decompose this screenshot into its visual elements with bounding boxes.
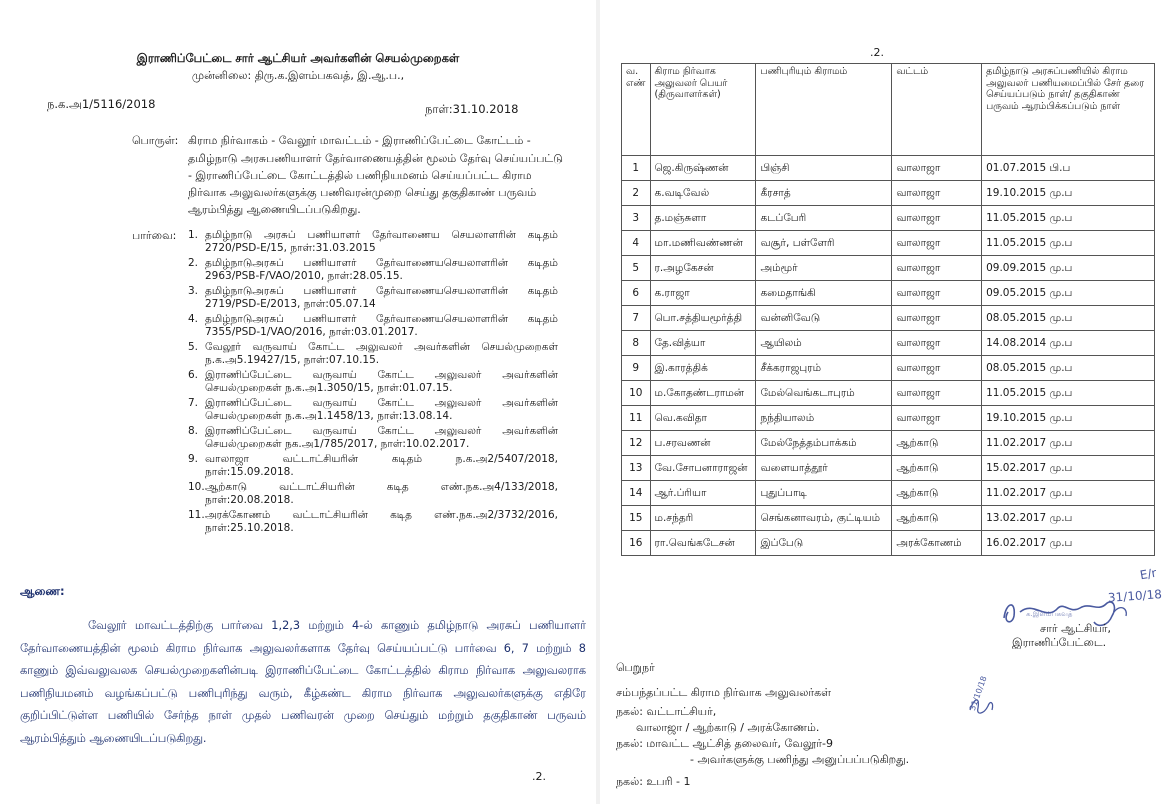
officer-name-cell: ஆர்.ப்ரியா xyxy=(650,481,756,506)
village-cell: புதுப்பாடி xyxy=(756,481,892,506)
reference-word: தேர்வாணையசெயலாளரின் xyxy=(376,285,509,297)
reference-item xyxy=(188,481,558,506)
table-row xyxy=(622,481,1155,506)
date-cell: 11.02.2017 மு.ப xyxy=(982,431,1155,456)
serial-cell: 11 xyxy=(622,406,651,431)
order-word: பார்வை xyxy=(454,641,497,655)
subject-line: கிராம நிர்வாகம் - வேலூர் மாவட்டம் - இராணிப்பேட்டை கோட்டம் - xyxy=(188,134,531,147)
table-row xyxy=(622,256,1155,281)
order-word: இவ்வலுவலக xyxy=(65,664,138,678)
order-word: தேர்வு xyxy=(337,641,370,655)
reference-item xyxy=(188,229,558,254)
copy-line: வாலாஜா / ஆற்காடு / அரக்கோணம். xyxy=(636,721,820,734)
order-word: வழங்கப்பட்டு xyxy=(104,686,178,700)
taluk-cell: ஆற்காடு xyxy=(892,481,982,506)
subject-label: பொருள்: xyxy=(132,134,179,147)
reference-word: வருவாய் xyxy=(312,425,357,437)
order-word: சேர்ந்த xyxy=(163,709,199,723)
order-word: பணியாளர் xyxy=(528,619,586,632)
reference-number-label: 9. xyxy=(188,453,199,465)
village-cell: மேல்வெங்கடாபுரம் xyxy=(756,381,892,406)
reference-word: கோட்ட xyxy=(377,369,414,381)
reference-word: பணியாளர் xyxy=(303,285,357,297)
table-row xyxy=(622,456,1155,481)
serial-cell: 3 xyxy=(622,206,651,231)
order-word: கிராம xyxy=(438,664,469,678)
order-line xyxy=(20,728,586,751)
taluk-cell: ஆற்காடு xyxy=(892,431,982,456)
taluk-cell: அரக்கோணம் xyxy=(892,531,982,556)
subject-line: - இராணிப்பேட்டை கோட்டத்தில் பணிநியமனம் செய்யப்பட்ட கிராம xyxy=(188,169,532,182)
order-line xyxy=(20,638,586,661)
reference-number-label: 7. xyxy=(188,397,199,409)
table-row xyxy=(622,381,1155,406)
table-row xyxy=(622,331,1155,356)
reference-word: தமிழ்நாடு xyxy=(205,229,253,241)
reference-word: கடிதம் xyxy=(527,285,558,297)
recipient-label: பெறுநர் xyxy=(616,661,655,674)
order-word: மாவட்டத்திற்கு xyxy=(134,619,213,632)
village-cell: கமைதாங்கி xyxy=(756,281,892,306)
date-cell: 01.07.2015 பி.ப xyxy=(982,156,1155,181)
signature-name-scribble: க.இளம்பகவத் xyxy=(1026,610,1073,618)
reference-detail: செயல்முறைகள் நக.அ1/785/2017, நாள்:10.02.2017. xyxy=(205,437,470,450)
village-cell: நந்தியாலம் xyxy=(756,406,892,431)
officer-name-cell: ர.அழகேசன் xyxy=(650,256,756,281)
order-body xyxy=(20,615,586,751)
order-word: ஆரம்பித்தும் ஆணையிடப்படுகிறது. xyxy=(20,731,207,745)
reference-item xyxy=(188,509,558,534)
table-row xyxy=(622,281,1155,306)
officer-name-cell: த.மஞ்சுளா xyxy=(650,206,756,231)
officer-name-cell: வே.சோபனாராஜன் xyxy=(650,456,756,481)
order-word: நிர்வாக xyxy=(203,641,243,655)
village-cell: பிஞ்சி xyxy=(756,156,892,181)
reference-word: வருவாய் xyxy=(252,341,297,353)
date-cell: 16.02.2017 மு.ப xyxy=(982,531,1155,556)
reference-word: அலுவலர் xyxy=(434,397,482,409)
officer-name-cell: இ.காரத்திக் xyxy=(650,356,756,381)
reference-word: அரசுப் xyxy=(263,229,296,241)
reference-number-label: 3. xyxy=(188,285,199,297)
reference-line xyxy=(205,257,558,270)
village-cell: கடப்பேரி xyxy=(756,206,892,231)
order-word: தகுதிகாண் xyxy=(483,709,538,723)
taluk-cell: வாலாஜா xyxy=(892,306,982,331)
order-word: பணியில் xyxy=(107,709,154,723)
reference-word: எண்.நக.அ4/133/2018, xyxy=(440,481,558,493)
serial-cell: 2 xyxy=(622,181,651,206)
copy-line: நகல்: வட்டாட்சியர், xyxy=(616,705,717,718)
reference-word: இராணிப்பேட்டை xyxy=(205,425,292,437)
taluk-cell: வாலாஜா xyxy=(892,356,982,381)
officer-name-cell: மா.மணிவண்ணன் xyxy=(650,231,756,256)
reference-number-label: 5. xyxy=(188,341,199,353)
order-word: தேர்வாணையத்தின் xyxy=(20,641,121,655)
reference-word: அலுவலர் xyxy=(434,425,482,437)
reference-word: அலுவலர் xyxy=(434,369,482,381)
signature-initials: E/r xyxy=(1138,565,1158,583)
officer-name-cell: ப.சரவணன் xyxy=(650,431,756,456)
officer-name-cell: ம.சந்தரி xyxy=(650,506,756,531)
village-cell: கீரசாத் xyxy=(756,181,892,206)
reference-number-label: 1. xyxy=(188,229,199,241)
order-word: நிர்வாக xyxy=(403,686,443,700)
order-word: கோட்டத்தில் xyxy=(365,664,431,678)
serial-cell: 8 xyxy=(622,331,651,356)
order-word: தமிழ்நாடு xyxy=(427,619,479,632)
reference-word: அவர்களின் xyxy=(502,369,558,381)
order-word: பருவம் xyxy=(547,709,586,723)
table-row xyxy=(622,156,1155,181)
reference-number-label: 11. xyxy=(188,509,205,521)
serial-cell: 12 xyxy=(622,431,651,456)
reference-word: அவர்களின் xyxy=(502,425,558,437)
table-row xyxy=(622,431,1155,456)
officer-name-cell: தே.வித்யா xyxy=(650,331,756,356)
taluk-cell: வாலாஜா xyxy=(892,406,982,431)
reference-line xyxy=(205,369,558,382)
reference-word: செயல்முறைகள் xyxy=(481,341,558,353)
order-word: அலுவலர்களாக xyxy=(249,641,331,655)
officer-name-cell: பொ.சத்தியமூர்த்தி xyxy=(650,306,756,331)
date-cell: 19.10.2015 மு.ப xyxy=(982,406,1155,431)
reference-line xyxy=(205,397,558,410)
reference-line xyxy=(205,229,558,242)
order-word: செய்தும் xyxy=(384,709,429,723)
order-line xyxy=(20,683,586,706)
order-word: கிராம xyxy=(361,686,392,700)
copy-line: - அவர்களுக்கு பணிந்து அனுப்பப்படுகிறது. xyxy=(690,753,910,766)
table-row xyxy=(622,181,1155,206)
officer-name-cell: க.ராஜா xyxy=(650,281,756,306)
subject-line: ஆரம்பித்து ஆணையிடப்படுகிறது. xyxy=(188,203,361,216)
order-heading: ஆணை: xyxy=(20,584,65,598)
reference-detail: செயல்முறைகள் ந.க.அ1.1458/13, நாள்:13.08.14. xyxy=(205,409,453,422)
reference-word: பணியாளர் xyxy=(303,257,357,269)
reference-number-label: 2. xyxy=(188,257,199,269)
right-page xyxy=(600,0,1176,804)
serial-cell: 15 xyxy=(622,506,651,531)
serial-cell: 10 xyxy=(622,381,651,406)
date-cell: 11.05.2015 மு.ப xyxy=(982,381,1155,406)
reference-word: வருவாய் xyxy=(312,369,357,381)
date-cell: 15.02.2017 மு.ப xyxy=(982,456,1155,481)
taluk-cell: வாலாஜா xyxy=(892,231,982,256)
village-cell: சீக்கராஜபுரம் xyxy=(756,356,892,381)
serial-cell: 4 xyxy=(622,231,651,256)
reference-number-label: 4. xyxy=(188,313,199,325)
order-word: முறை xyxy=(343,709,375,723)
reference-word: கடிதம் xyxy=(527,257,558,269)
date-cell: 14.08.2014 மு.ப xyxy=(982,331,1155,356)
copy-line: நகல்: உபரி - 1 xyxy=(616,775,691,788)
serial-cell: 6 xyxy=(622,281,651,306)
reference-word: செயலாளரின் xyxy=(451,229,516,241)
order-word: காணும் xyxy=(20,664,59,678)
order-word: 1,2,3 xyxy=(271,619,301,632)
table-header-row xyxy=(622,64,1155,156)
header-village: பணிபுரியும் கிராமம் xyxy=(756,64,892,156)
reference-word: வட்டாட்சியரின் xyxy=(282,453,359,465)
reference-line xyxy=(205,313,558,326)
officer-name-cell: ம.கோதண்டராமன் xyxy=(650,381,756,406)
village-cell: மேல்நேத்தம்பாக்கம் xyxy=(756,431,892,456)
reference-word: வட்டாட்சியரின் xyxy=(279,481,355,493)
signature-date: 31/10/18 xyxy=(1107,587,1163,605)
village-cell: செங்கனாவரம், குட்டியம் xyxy=(756,506,892,531)
reference-word: தேர்வாணைய xyxy=(372,229,440,241)
office-title: இராணிப்பேட்டை சார் ஆட்சியர் அவர்களின் செயல்முறைகள் xyxy=(136,51,460,65)
serial-cell: 1 xyxy=(622,156,651,181)
reference-line xyxy=(205,341,558,354)
order-word: நிர்வாக xyxy=(475,664,516,678)
reference-detail: 2719/PSD-E/2013, நாள்:05.07.14 xyxy=(205,297,376,310)
table-row xyxy=(622,206,1155,231)
order-word: மற்றும் xyxy=(438,709,474,723)
reference-line xyxy=(205,509,558,522)
order-word: அலுவலர்களுக்கு xyxy=(453,686,543,700)
header-officer-name: கிராம நிர்வாக அலுவலர் பெயர் (திருவாளர்கள்) xyxy=(650,64,756,156)
order-word: காணும் xyxy=(380,619,420,632)
officer-name-cell: ரா.வெங்கடேசன் xyxy=(650,531,756,556)
header-taluk: வட்டம் xyxy=(892,64,982,156)
reference-word: கடித xyxy=(386,481,409,493)
reference-word: கடிதம் xyxy=(391,453,423,465)
reference-word: இராணிப்பேட்டை xyxy=(205,397,292,409)
table-row xyxy=(622,531,1155,556)
table-body xyxy=(622,156,1155,556)
date-cell: 09.05.2015 மு.ப xyxy=(982,281,1155,306)
village-cell: இப்பேடு xyxy=(756,531,892,556)
order-word: 8 xyxy=(578,641,586,655)
reference-word: இராணிப்பேட்டை xyxy=(205,369,292,381)
header-serial: வ. எண் xyxy=(622,64,651,156)
serial-cell: 5 xyxy=(622,256,651,281)
order-word: வேலூர் xyxy=(88,619,127,632)
reference-word: அவர்களின் xyxy=(414,341,470,353)
reference-word: அரக்கோணம் xyxy=(205,509,271,521)
reference-word: கடித xyxy=(390,509,412,521)
order-word: வரும், xyxy=(258,686,293,700)
reference-detail: 2720/PSD-E/15, நாள்:31.03.2015 xyxy=(205,241,376,254)
order-word: பணிபுரிந்து xyxy=(188,686,248,700)
reference-word: ந.க.அ2/5407/2018, xyxy=(455,453,558,465)
reference-detail: நாள்:20.08.2018. xyxy=(205,493,294,506)
order-word: கிராம xyxy=(165,641,196,655)
date-cell: 11.05.2015 மு.ப xyxy=(982,231,1155,256)
reference-word: பணியாளர் xyxy=(307,229,361,241)
officer-name-cell: வெ.கவிதா xyxy=(650,406,756,431)
order-line xyxy=(20,660,586,683)
order-word: கீழ்கண்ட xyxy=(303,686,351,700)
reference-word: வருவாய் xyxy=(312,397,357,409)
reference-word: தேர்வாணையசெயலாளரின் xyxy=(376,257,509,269)
reference-line xyxy=(205,285,558,298)
order-word: 4-ல் xyxy=(352,619,373,632)
reference-item xyxy=(188,257,558,282)
order-word: பணிவரன் xyxy=(280,709,334,723)
table-row xyxy=(622,406,1155,431)
village-cell: அம்மூர் xyxy=(756,256,892,281)
order-line xyxy=(20,705,586,728)
officer-name-cell: ஜெ.கிருஷ்ணன் xyxy=(650,156,756,181)
order-line xyxy=(20,615,586,638)
reference-word: பணியாளர் xyxy=(303,313,357,325)
order-date: நாள்:31.10.2018 xyxy=(425,102,519,116)
order-word: மற்றும் xyxy=(536,641,572,655)
reference-detail: ந.க.அ5.19427/15, நாள்:07.10.15. xyxy=(205,353,380,366)
reference-item xyxy=(188,425,558,450)
order-word: செயல்முறைகளின்படி xyxy=(144,664,258,678)
reference-label: பார்வை: xyxy=(132,229,177,242)
reference-item xyxy=(188,313,558,338)
reference-item xyxy=(188,397,558,422)
order-word: அரசுப் xyxy=(486,619,521,632)
reference-word: தேர்வாணையசெயலாளரின் xyxy=(376,313,509,325)
reference-word: வட்டாட்சியரின் xyxy=(292,509,368,521)
order-word: குறிப்பிட்டுள்ள xyxy=(20,709,98,723)
reference-detail: 7355/PSD-1/VAO/2016, நாள்:03.01.2017. xyxy=(205,325,418,338)
reference-number-label: 8. xyxy=(188,425,199,437)
order-word: மற்றும் xyxy=(308,619,344,632)
table-row xyxy=(622,356,1155,381)
reference-number-label: 10. xyxy=(188,481,205,493)
order-word: முதல் xyxy=(241,709,272,723)
order-word: 7 xyxy=(521,641,529,655)
reference-word: அவர்களின் xyxy=(502,397,558,409)
taluk-cell: வாலாஜா xyxy=(892,206,982,231)
officer-table xyxy=(621,63,1155,556)
reference-item xyxy=(188,285,558,310)
date-cell: 19.10.2015 மு.ப xyxy=(982,181,1155,206)
signatory-place: இராணிப்பேட்டை. xyxy=(1012,636,1107,649)
reference-number: ந.க.அ1/5116/2018 xyxy=(47,97,156,111)
initial-date: 31/10/18 xyxy=(967,674,989,712)
reference-word: தமிழ்நாடுஅரசுப் xyxy=(205,313,284,325)
village-cell: வன்னிவேடு xyxy=(756,306,892,331)
reference-item xyxy=(188,369,558,394)
reference-word: அலுவலர் xyxy=(355,341,403,353)
serial-cell: 9 xyxy=(622,356,651,381)
reference-word: தமிழ்நாடுஅரசுப் xyxy=(205,257,284,269)
reference-line xyxy=(205,425,558,438)
header-regularisation-date: தமிழ்நாடு அரசுப்பணியில் கிராம அலுவலர் பணியமைப்பில் சேர் தரை செய்யப்படும் நாள்/ தகுதிகாண் பருவம் ஆரம்பிக்கப்படும் நாள் xyxy=(982,64,1155,156)
reference-detail: நாள்:15.09.2018. xyxy=(205,465,294,478)
recipient-line: சம்பந்தப்பட்ட கிராம நிர்வாக அலுவலர்கள் xyxy=(616,686,832,699)
order-word: மூலம் xyxy=(127,641,159,655)
order-word: பணிநியமனம் xyxy=(20,686,94,700)
serial-cell: 13 xyxy=(622,456,651,481)
date-cell: 09.09.2015 மு.ப xyxy=(982,256,1155,281)
copy-line: நகல்: மாவட்ட ஆட்சித் தலைவர், வேலூர்-9 xyxy=(616,737,833,750)
serial-cell: 7 xyxy=(622,306,651,331)
reference-item xyxy=(188,453,558,478)
reference-word: கடிதம் xyxy=(527,229,558,241)
village-cell: வளையாத்தூர் xyxy=(756,456,892,481)
reference-word: வாலாஜா xyxy=(205,453,249,465)
date-cell: 08.05.2015 மு.ப xyxy=(982,356,1155,381)
order-word: இராணிப்பேட்டை xyxy=(265,664,359,678)
taluk-cell: வாலாஜா xyxy=(892,381,982,406)
taluk-cell: வாலாஜா xyxy=(892,256,982,281)
reference-word: கோட்ட xyxy=(377,425,414,437)
reference-word: எண்.நக.அ2/3732/2016, xyxy=(434,509,558,521)
reference-item xyxy=(188,341,558,366)
subject-line: தமிழ்நாடு அரசுபணியாளர் தேர்வாணையத்தின் மூலம் தேர்வு செய்யப்பட்டு xyxy=(188,152,563,165)
table-row xyxy=(622,506,1155,531)
reference-word: வேலூர் xyxy=(205,341,241,353)
reference-line xyxy=(205,453,558,466)
date-cell: 08.05.2015 மு.ப xyxy=(982,306,1155,331)
signatory-title: சார் ஆட்சியர், xyxy=(1040,622,1112,635)
order-word: 6, xyxy=(503,641,515,655)
serial-cell: 16 xyxy=(622,531,651,556)
presence-line: முன்னிலை: திரு.க.இளம்பகவத், இ.ஆ.ப., xyxy=(191,69,405,82)
reference-word: தமிழ்நாடுஅரசுப் xyxy=(205,285,284,297)
taluk-cell: வாலாஜா xyxy=(892,181,982,206)
order-word: பார்வை xyxy=(221,619,263,632)
reference-line xyxy=(205,481,558,494)
order-word: எதிரே xyxy=(553,686,586,700)
reference-detail: 2963/PSB-F/VAO/2010, நாள்:28.05.15. xyxy=(205,269,403,282)
order-word: செய்யப்பட்டு xyxy=(377,641,448,655)
order-word: நாள் xyxy=(208,709,232,723)
village-cell: ஆயிலம் xyxy=(756,331,892,356)
table-row xyxy=(622,231,1155,256)
order-word: அலுவலராக xyxy=(522,664,586,678)
table-row xyxy=(622,306,1155,331)
page-continuation-mark: .2. xyxy=(532,770,546,783)
reference-word: ஆற்காடு xyxy=(205,481,247,493)
reference-number-label: 6. xyxy=(188,369,199,381)
taluk-cell: வாலாஜா xyxy=(892,281,982,306)
reference-word: கோட்ட xyxy=(377,397,414,409)
reference-detail: நாள்:25.10.2018. xyxy=(205,521,294,534)
page-number-mark: .2. xyxy=(870,46,884,59)
date-cell: 11.05.2015 மு.ப xyxy=(982,206,1155,231)
date-cell: 13.02.2017 மு.ப xyxy=(982,506,1155,531)
taluk-cell: வாலாஜா xyxy=(892,156,982,181)
taluk-cell: வாலாஜா xyxy=(892,331,982,356)
taluk-cell: ஆற்காடு xyxy=(892,456,982,481)
reference-detail: செயல்முறைகள் ந.க.அ1.3050/15, நாள்:01.07.15. xyxy=(205,381,453,394)
taluk-cell: ஆற்காடு xyxy=(892,506,982,531)
subject-line: நிர்வாக அலுவலர்களுக்கு பணிவரன்முறை செய்து தகுதிகாண் பருவம் xyxy=(188,186,537,199)
serial-cell: 14 xyxy=(622,481,651,506)
village-cell: வசூர், பள்ளேரி xyxy=(756,231,892,256)
date-cell: 11.02.2017 மு.ப xyxy=(982,481,1155,506)
reference-list xyxy=(188,229,558,537)
reference-word: கடிதம் xyxy=(527,313,558,325)
officer-name-cell: க.வடிவேல் xyxy=(650,181,756,206)
reference-word: கோட்ட xyxy=(308,341,345,353)
